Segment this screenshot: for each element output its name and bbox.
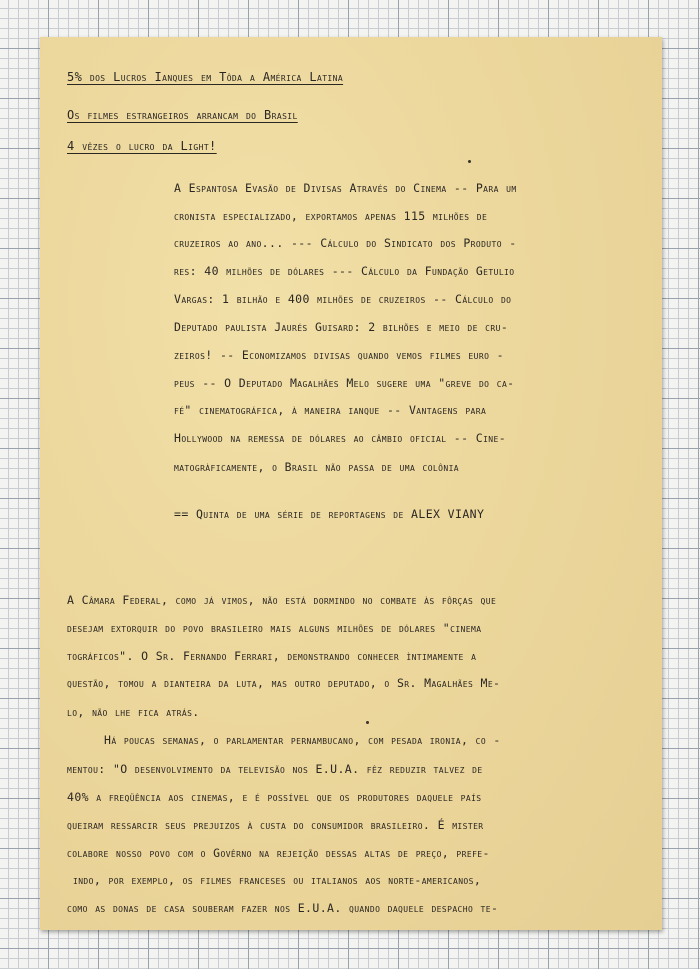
lead-line: fé" cinematográfica, à maneira ianque -- Vantagens para xyxy=(174,403,487,417)
body-line: como as donas de casa souberam fazer nos E.U.A. quando daquele despacho te- xyxy=(67,901,499,915)
lead-line: peus -- O Deputado Magalhães Melo sugere uma "greve do ca- xyxy=(174,376,515,390)
body-line: colabore nosso povo com o Govêrno na rejeição dessas altas de preço, prefe- xyxy=(67,846,490,860)
lead-line: A Espantosa Evasão de Divisas Através do Cinema -- Para um xyxy=(174,181,517,195)
ink-mark xyxy=(366,721,369,724)
lead-line: cruzeiros ao ano... --- Cálculo do Sindicato dos Produto - xyxy=(174,236,517,250)
typewritten-page xyxy=(40,37,662,930)
headline-line-3: 4 vêzes o lucro da Light! xyxy=(67,139,217,153)
body-line: Há poucas semanas, o parlamentar pernambucano, com pesada ironia, co - xyxy=(104,733,501,747)
body-line: tográficos". O Sr. Fernando Ferrari, demonstrando conhecer ìntimamente a xyxy=(67,649,477,663)
headline-line-1: 5% dos Lucros Ianques em Tôda a América Latina xyxy=(67,70,344,84)
headline-line-2: Os filmes estrangeiros arrancam do Brasil xyxy=(67,108,298,122)
body-line: queiram ressarcir seus prejuizos à custa do consumidor brasileiro. É mister xyxy=(67,818,484,832)
lead-line: Hollywood na remessa de dólares ao câmbio oficial -- Cine- xyxy=(174,431,507,445)
body-line: questão, tomou a dianteira da luta, mas outro deputado, o Sr. Magalhães Me- xyxy=(67,676,501,690)
body-line: A Câmara Federal, como já vimos, não está dormindo no combate às fôrças que xyxy=(67,593,497,607)
body-line: lo, não lhe fica atrás. xyxy=(67,705,200,719)
byline: == Quinta de uma série de reportagens de ALEX VIANY xyxy=(174,507,485,521)
body-line: desejam extorquir do povo brasileiro mais alguns milhões de dólares "cinema xyxy=(67,621,482,635)
lead-line: Vargas: 1 bilhão e 400 milhões de cruzeiros -- Cálculo do xyxy=(174,292,512,306)
lead-line: cronista especializado, exportamos apenas 115 milhões de xyxy=(174,209,488,223)
lead-line: matogràficamente, o Brasil não passa de uma colônia xyxy=(174,460,460,474)
body-line: indo, por exemplo, os filmes franceses ou italianos aos norte-americanos, xyxy=(73,873,482,887)
lead-line: res: 40 milhões de dólares --- Cálculo da Fundação Getulio xyxy=(174,264,515,278)
lead-line: zeiros! -- Economizamos divisas quando vemos filmes euro - xyxy=(174,348,504,362)
body-line: 40% a freqüência aos cinemas, e é possível que os produtores daquele país xyxy=(67,790,482,804)
ink-mark xyxy=(468,160,471,163)
body-line: mentou: "O desenvolvimento da televisão nos E.U.A. fêz reduzir talvez de xyxy=(67,762,483,776)
lead-line: Deputado paulista Jaurés Guisard: 2 bilhões e meio de cru- xyxy=(174,320,509,334)
